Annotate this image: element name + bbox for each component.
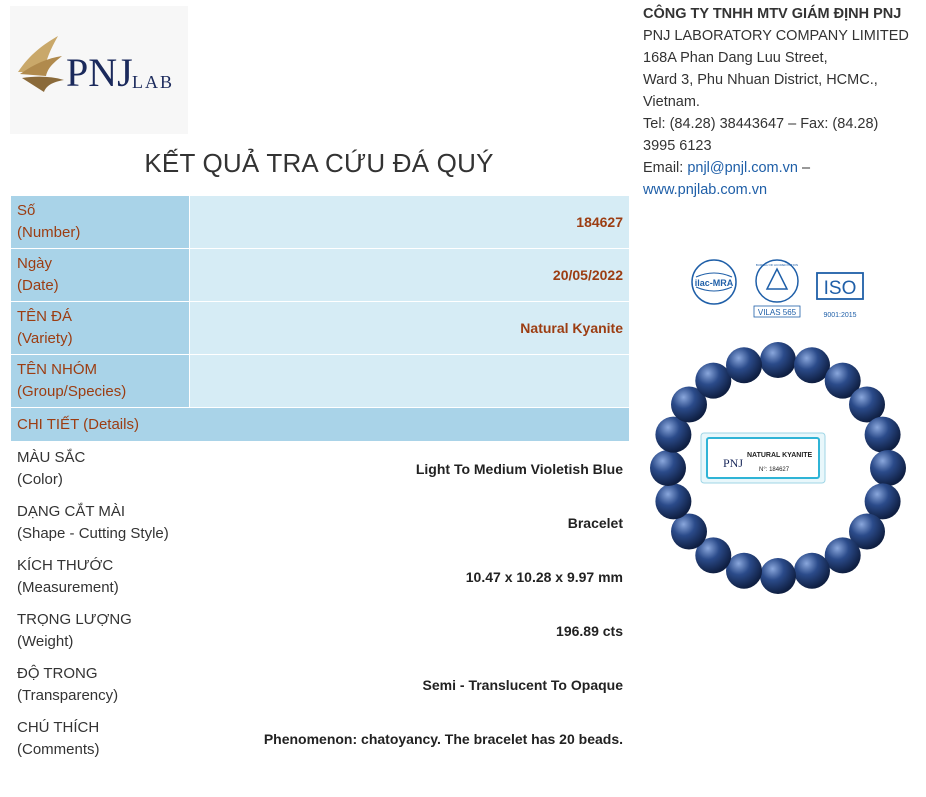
- logo-suffix: LAB: [132, 72, 174, 92]
- vilas-icon: [754, 260, 800, 317]
- label-vi: ĐỘ TRONG: [17, 664, 98, 682]
- label-vi: TÊN NHÓM: [17, 361, 97, 378]
- number-value: 184627: [190, 196, 630, 249]
- label-vi: Ngày: [17, 255, 53, 272]
- company-name-vi: CÔNG TY TNHH MTV GIÁM ĐỊNH PNJ: [643, 6, 902, 22]
- table-row: [11, 302, 630, 355]
- comments-value: Phenomenon: chatoyancy. The bracelet has 20 beads.: [190, 712, 630, 766]
- label-en: (Group/Species): [17, 383, 127, 400]
- date-value: 20/05/2022: [190, 249, 630, 302]
- weight-value: 196.89 cts: [190, 604, 630, 658]
- details-header: CHI TIẾT (Details): [11, 408, 630, 442]
- iso-code: 9001:2015: [823, 312, 857, 319]
- shape-value: Bracelet: [190, 496, 630, 550]
- bead: [726, 347, 762, 383]
- email-prefix: Email:: [643, 160, 688, 176]
- product-tag: [701, 433, 825, 483]
- email-link[interactable]: pnjl@pnjl.com.vn: [687, 160, 798, 176]
- color-value: Light To Medium Violetish Blue: [190, 442, 630, 496]
- label-en: (Date): [17, 277, 59, 294]
- label-vi: TRỌNG LƯỢNG: [17, 610, 132, 628]
- label-en: (Weight): [17, 632, 74, 650]
- label-en: (Color): [17, 470, 63, 488]
- website-link[interactable]: www.pnjlab.com.vn: [643, 182, 768, 198]
- table-row: [11, 550, 630, 604]
- label-vi: KÍCH THƯỚC: [17, 556, 114, 574]
- tag-brand: PNJ: [723, 456, 744, 470]
- bead: [870, 450, 906, 486]
- row-label: [11, 302, 190, 355]
- bead: [760, 558, 796, 594]
- label-en: (Number): [17, 224, 81, 241]
- bead: [760, 342, 796, 378]
- label-en: (Comments): [17, 740, 100, 758]
- table-row: [11, 249, 630, 302]
- ilac-label: ilac-MRA: [694, 278, 734, 288]
- label-en: (Transparency): [17, 686, 119, 704]
- table-row: [11, 604, 630, 658]
- bracelet-photo: [643, 333, 913, 603]
- phone-fax: Tel: (84.28) 38443647 – Fax: (84.28) 3995 6123: [643, 116, 879, 154]
- page-title: KẾT QUẢ TRA CỨU ĐÁ QUÝ: [144, 148, 494, 178]
- accreditation-badges: [690, 255, 870, 321]
- iso-label: ISO: [823, 278, 857, 299]
- bead: [726, 553, 762, 589]
- row-label: [11, 249, 190, 302]
- table-row: [11, 442, 630, 496]
- variety-value: Natural Kyanite: [190, 302, 630, 355]
- measurement-value: 10.47 x 10.28 x 9.97 mm: [190, 550, 630, 604]
- group-value: [190, 355, 630, 408]
- vilas-top-label: BUREAU OF ACCREDITATION: [755, 263, 799, 267]
- ilac-mra-icon: [692, 260, 736, 304]
- label-vi: TÊN ĐÁ: [17, 308, 73, 325]
- iso-icon: [817, 273, 863, 319]
- vilas-code: VILAS 565: [757, 308, 797, 317]
- row-label: [11, 196, 190, 249]
- label-vi: DẠNG CẮT MÀI: [17, 502, 126, 520]
- label-en: (Shape - Cutting Style): [17, 524, 169, 542]
- table-row: [11, 496, 630, 550]
- bead: [794, 347, 830, 383]
- row-label: [11, 550, 190, 604]
- bead: [655, 483, 691, 519]
- bead: [695, 363, 731, 399]
- company-info: [643, 3, 913, 201]
- row-label: [11, 658, 190, 712]
- email-separator: –: [797, 160, 811, 176]
- details-header-row: [11, 408, 630, 442]
- bead: [794, 553, 830, 589]
- row-label: [11, 712, 190, 766]
- label-en: (Measurement): [17, 578, 119, 596]
- row-label: [11, 355, 190, 408]
- company-name-en: PNJ LABORATORY COMPANY LIMITED: [643, 28, 909, 44]
- logo-brand: PNJ: [66, 50, 133, 95]
- address-line-1: 168A Phan Dang Luu Street,: [643, 50, 828, 66]
- table-row: [11, 658, 630, 712]
- table-row: [11, 196, 630, 249]
- bead: [825, 537, 861, 573]
- tag-number: N°: 184627: [759, 467, 790, 473]
- row-label: [11, 442, 190, 496]
- table-row: [11, 355, 630, 408]
- address-line-2: Ward 3, Phu Nhuan District, HCMC.,: [643, 72, 878, 88]
- label-en: (Variety): [17, 330, 73, 347]
- label-vi: CHÚ THÍCH: [17, 718, 100, 736]
- pnj-lab-logo: [10, 6, 188, 134]
- gem-result-table: [10, 195, 630, 766]
- label-vi: Số: [17, 202, 36, 219]
- transparency-value: Semi - Translucent To Opaque: [190, 658, 630, 712]
- bead: [650, 450, 686, 486]
- tag-name: NATURAL KYANITE: [747, 452, 813, 459]
- label-vi: MÀU SẮC: [17, 448, 86, 466]
- contact-line: [643, 157, 913, 179]
- row-label: [11, 496, 190, 550]
- row-label: [11, 604, 190, 658]
- address-line-3: Vietnam.: [643, 94, 700, 110]
- bead: [865, 417, 901, 453]
- table-row: [11, 712, 630, 766]
